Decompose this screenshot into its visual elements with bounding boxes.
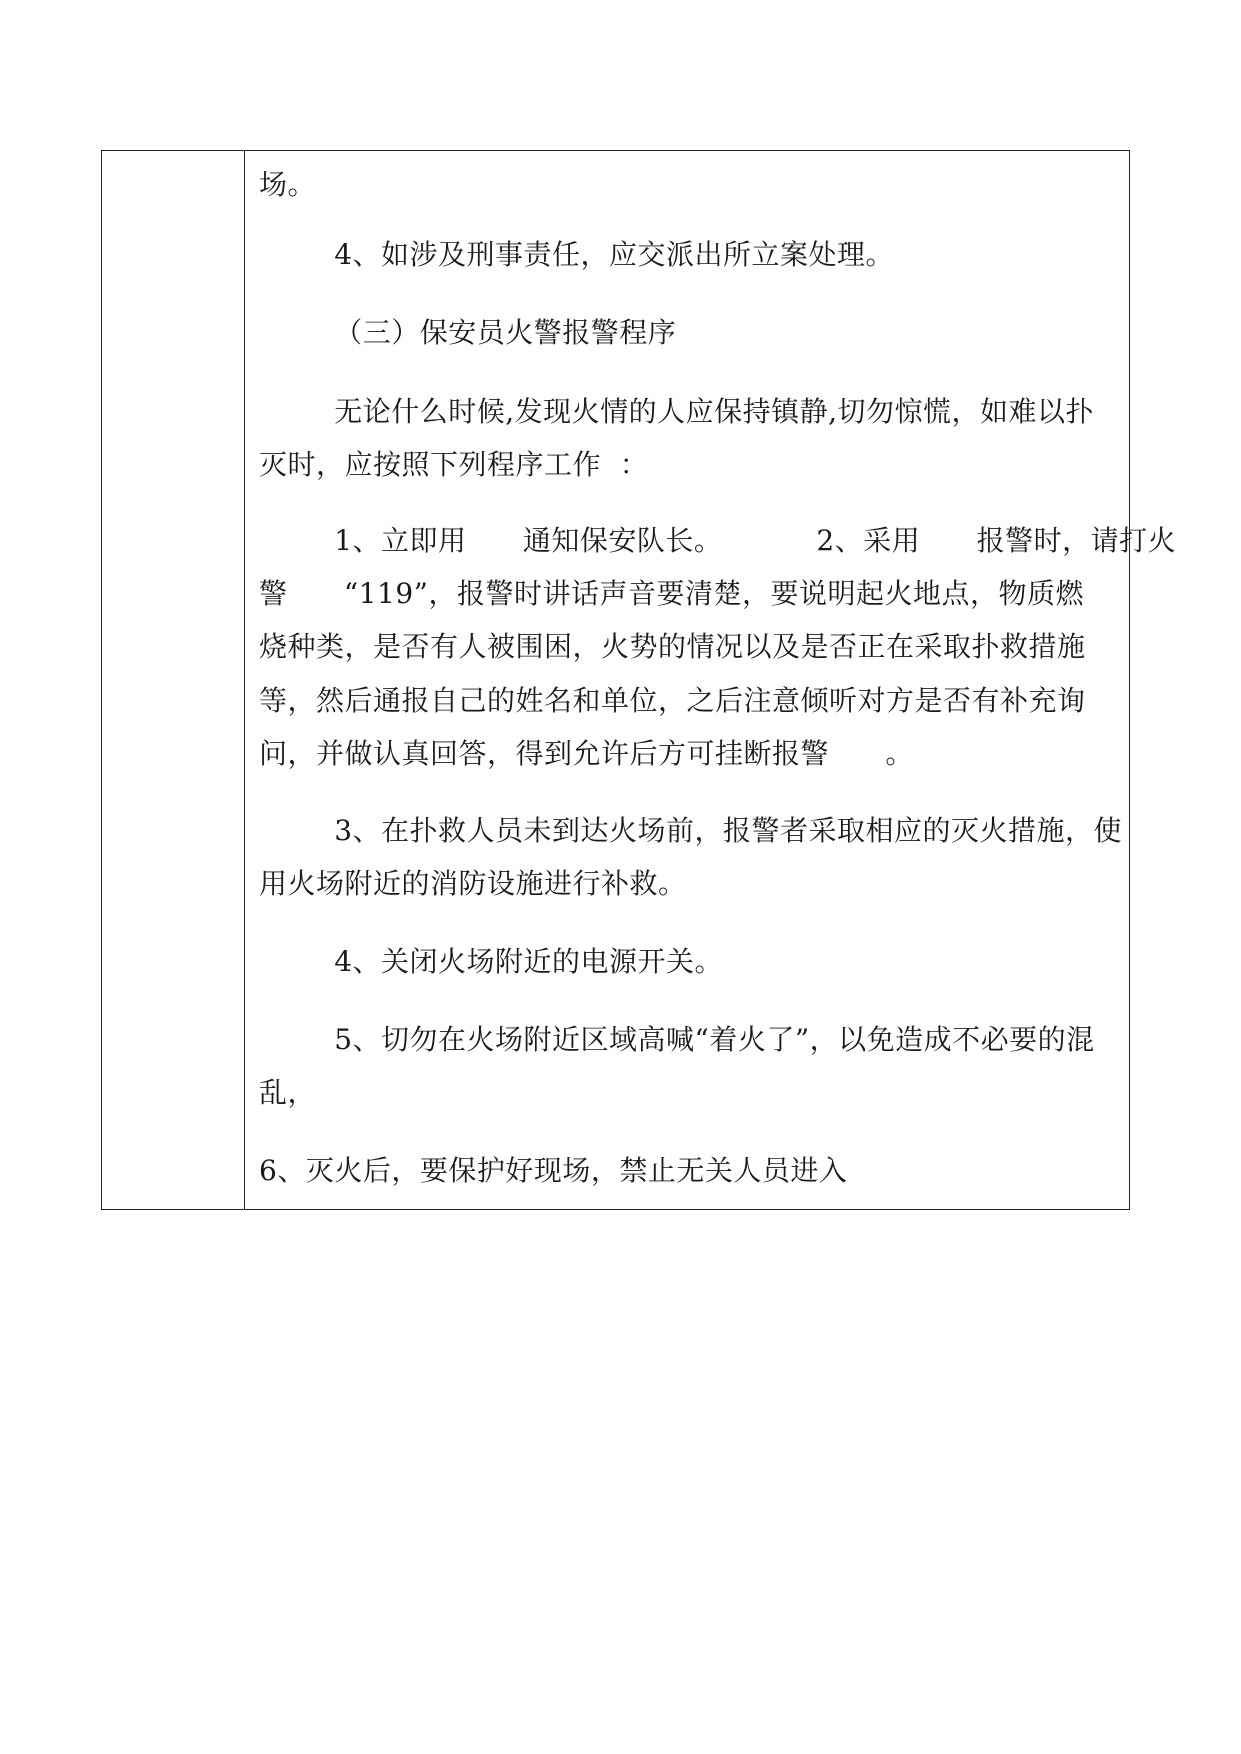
text-line-6: 1、立即用 通知保安队长。 2、采用 报警时，请打火	[259, 524, 1177, 557]
text-line-13: 4、关闭火场附近的电源开关。	[259, 945, 724, 978]
text-line-7: 警 “119”，报警时讲话声音要清楚，要说明起火地点，物质燃	[259, 577, 1084, 610]
table-left-cell	[102, 151, 245, 1209]
text-line-14: 5、切勿在火场附近区域高喊“着火了”，以免造成不必要的混	[259, 1023, 1095, 1056]
text-line-4: 无论什么时候,发现火情的人应保持镇静,切勿惊慌，如难以扑	[259, 395, 1095, 428]
document-table	[101, 150, 1177, 1210]
text-line-16: 6、灭火后，要保护好现场，禁止无关人员进入	[259, 1154, 848, 1187]
section-heading: （三）保安员火警报警程序	[259, 316, 677, 349]
text-line-15: 乱，	[259, 1076, 317, 1109]
text-line-12: 用火场附近的消防设施进行补救。	[259, 867, 687, 900]
text-line-11: 3、在扑救人员未到达火场前，报警者采取相应的灭火措施，使	[259, 814, 1123, 847]
text-line-9: 等，然后通报自己的姓名和单位，之后注意倾听对方是否有补充询	[259, 684, 1086, 717]
text-line-5: 灭时，应按照下列程序工作 ：	[259, 448, 649, 481]
table-content-cell	[245, 151, 1177, 1209]
text-line-2: 4、如涉及刑事责任，应交派出所立案处理。	[259, 238, 895, 271]
text-line-10: 问，并做认真回答，得到允许后方可挂断报警 。	[259, 737, 914, 770]
text-line-8: 烧种类，是否有人被围困，火势的情况以及是否正在采取扑救措施	[259, 630, 1086, 663]
text-line-1: 场。	[259, 168, 317, 201]
